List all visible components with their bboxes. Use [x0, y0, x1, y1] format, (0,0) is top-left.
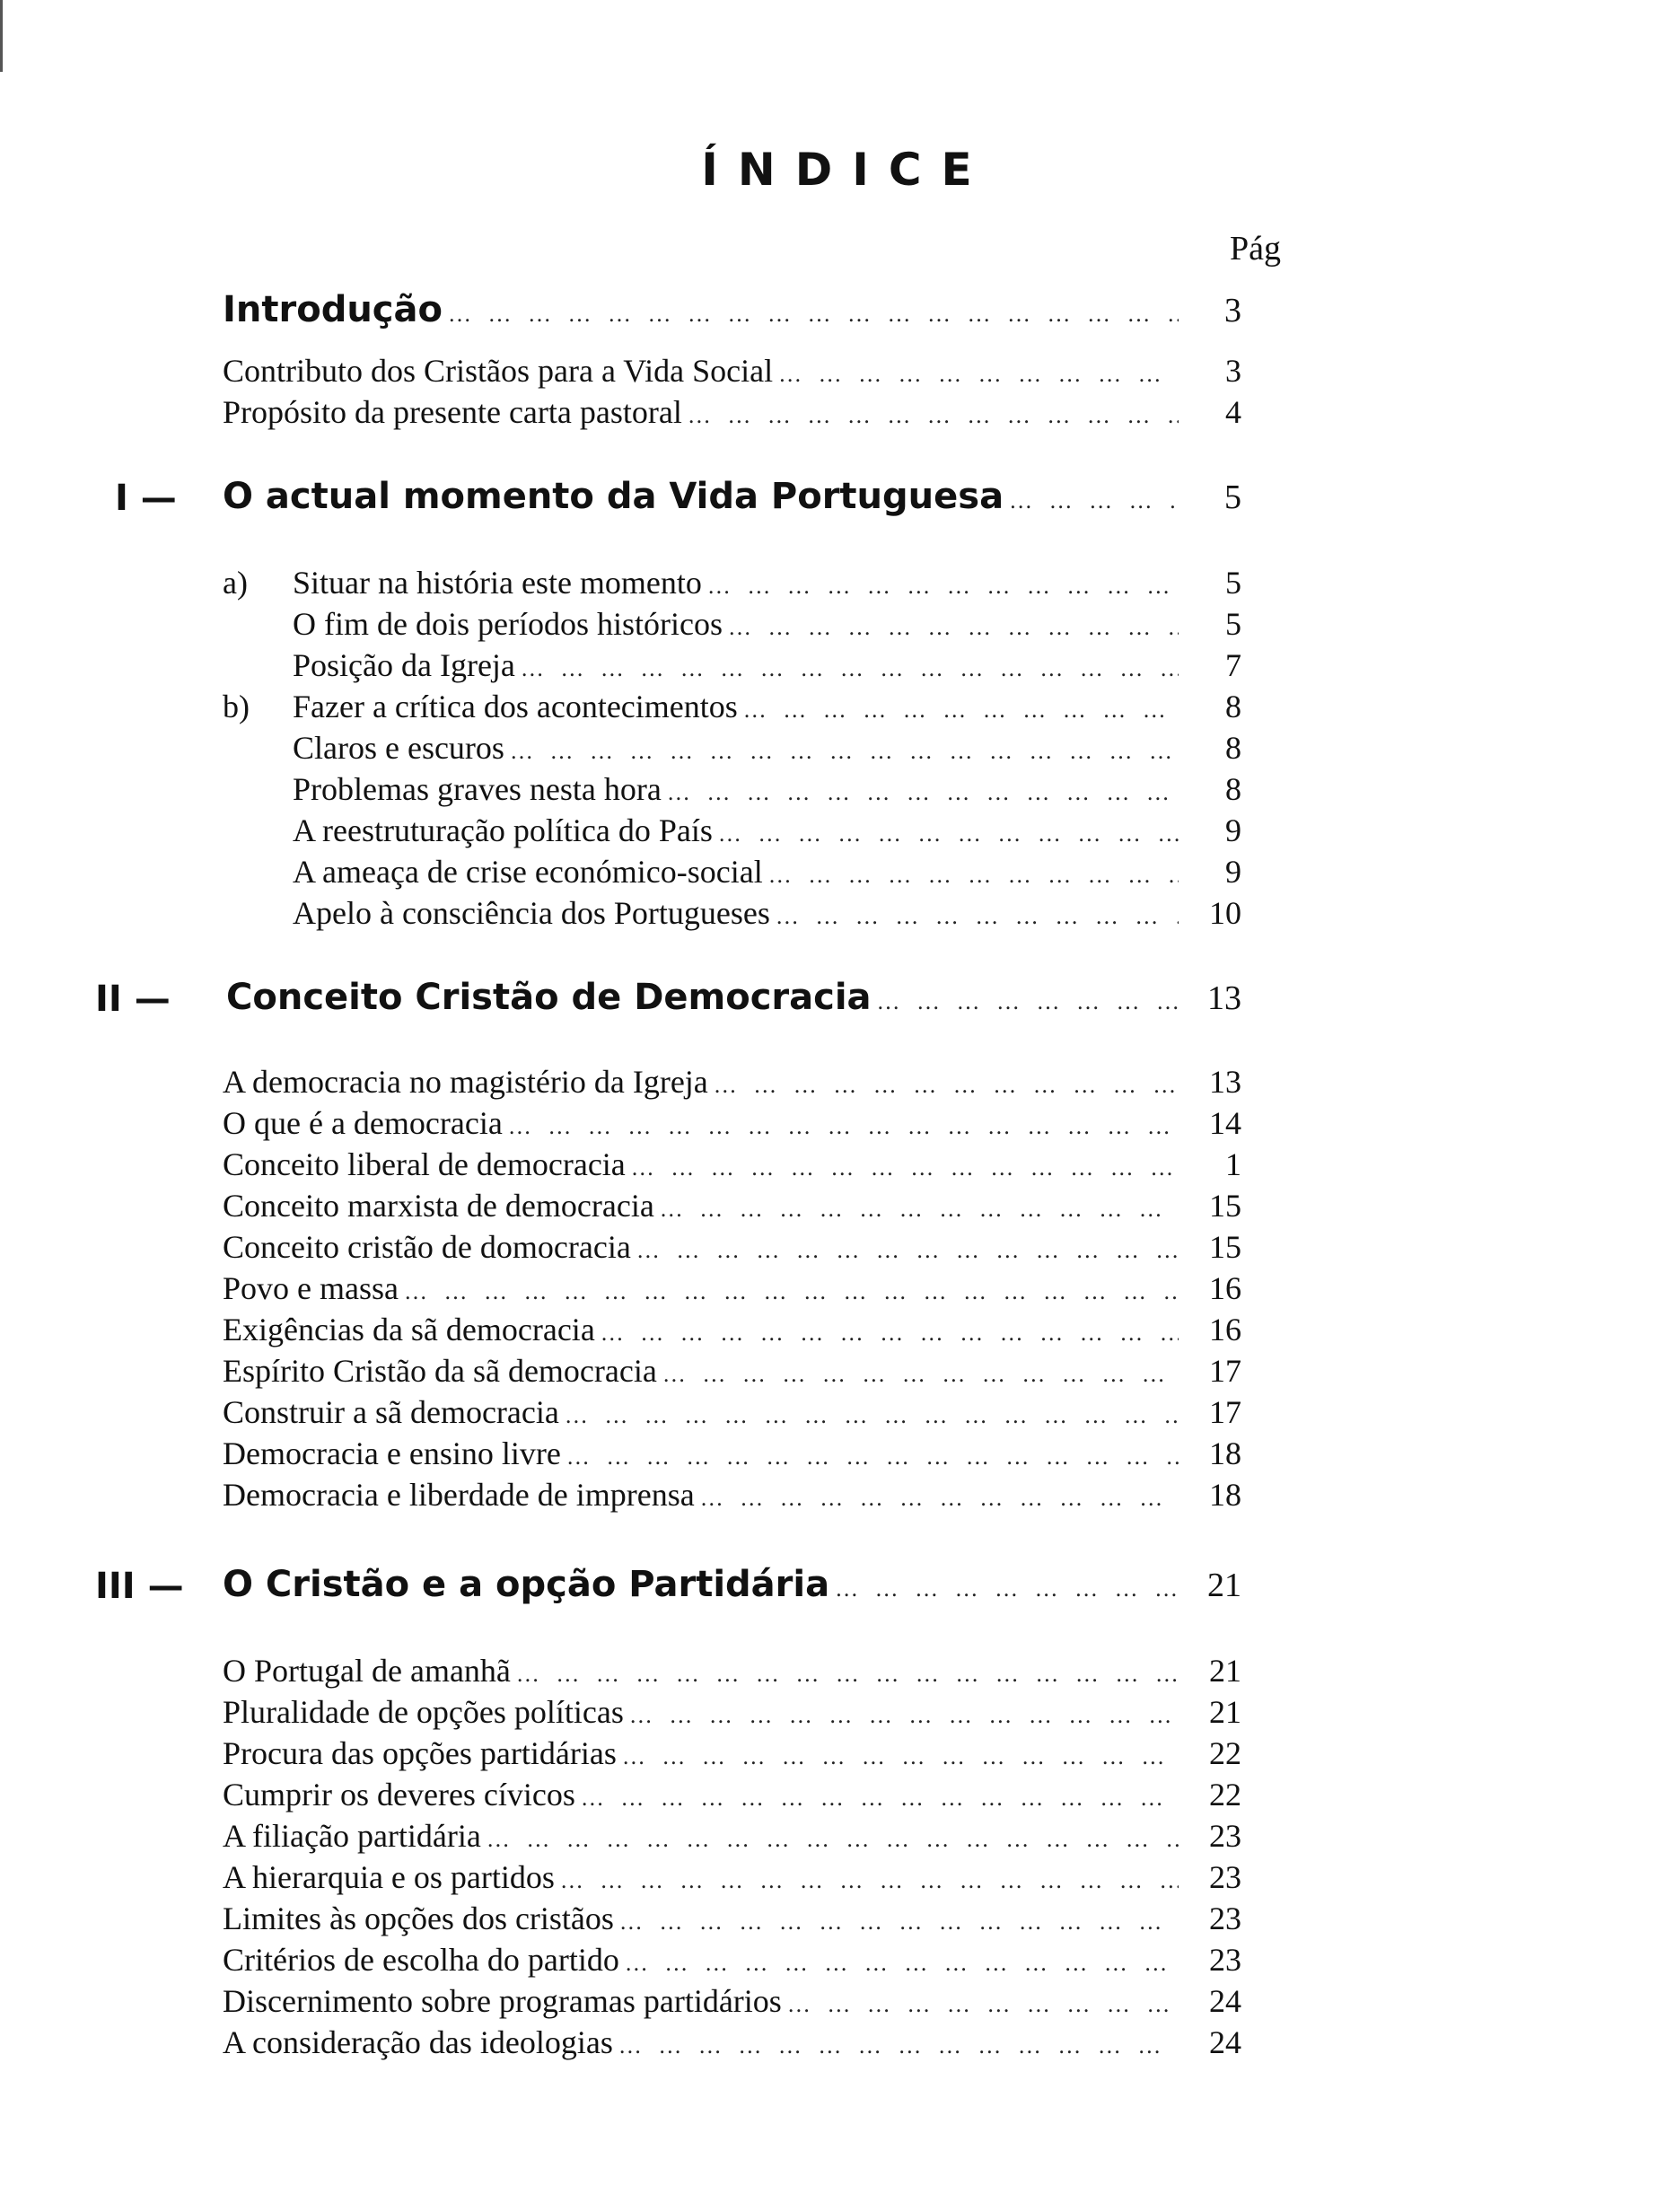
- toc-entry-label: Exigências da sã democracia: [223, 1312, 595, 1347]
- toc-entry-label: Apelo à consciência dos Portugueses: [293, 895, 770, 931]
- toc-entry[interactable]: [223, 1474, 1241, 1519]
- dot-leader: [601, 1312, 1179, 1354]
- toc-heading-label: Introdução: [223, 289, 443, 330]
- toc-page-number: 1: [1225, 1146, 1241, 1182]
- toc-page-number: 16: [1209, 1270, 1241, 1306]
- toc-entry[interactable]: [223, 1815, 1241, 1860]
- dot-leader: [778, 354, 1179, 395]
- toc-entry[interactable]: [223, 810, 1241, 855]
- dot-leader: [787, 1984, 1179, 2025]
- toc-page-number: 13: [1207, 979, 1241, 1017]
- dot-leader: [566, 1436, 1179, 1478]
- toc-entry-label: Pluralidade de opções políticas: [223, 1694, 624, 1730]
- dot-leader: [516, 1654, 1179, 1695]
- dot-leader: [700, 1478, 1179, 1519]
- toc-page-number: 23: [1209, 1942, 1241, 1978]
- toc-page-number: 21: [1209, 1694, 1241, 1730]
- dot-leader: [688, 395, 1179, 436]
- toc-page-number: 22: [1209, 1735, 1241, 1771]
- toc-entry[interactable]: [223, 892, 1241, 937]
- toc-entry[interactable]: [223, 1433, 1241, 1478]
- toc-entry-marker: b): [223, 689, 250, 724]
- toc-page-number: 4: [1225, 394, 1241, 430]
- toc-entry-label: A hierarquia e os partidos: [223, 1859, 555, 1895]
- dot-leader: [622, 1736, 1179, 1778]
- dot-leader: [718, 813, 1179, 855]
- toc-entry[interactable]: [223, 1898, 1241, 1943]
- dot-leader: [667, 772, 1179, 813]
- dot-leader: [768, 855, 1179, 896]
- toc-entry[interactable]: [223, 1391, 1241, 1436]
- toc-heading-section-2[interactable]: [226, 977, 1241, 1023]
- dot-leader: [662, 1354, 1179, 1395]
- toc-entry[interactable]: [223, 1144, 1241, 1189]
- toc-page-number: 15: [1209, 1229, 1241, 1265]
- toc-page-number: 8: [1225, 730, 1241, 766]
- toc-entry[interactable]: [223, 562, 1241, 607]
- toc-page-number: 24: [1209, 1983, 1241, 2019]
- toc-entry-label: A reestruturação política do País: [293, 812, 713, 848]
- toc-entry-label: Propósito da presente carta pastoral: [223, 394, 682, 430]
- dot-leader: [448, 294, 1179, 335]
- toc-entry-label: Fazer a crítica dos acontecimentos: [293, 689, 738, 724]
- toc-page-number: 22: [1209, 1777, 1241, 1813]
- dot-leader: [714, 1065, 1179, 1106]
- toc-entry[interactable]: [223, 391, 1241, 436]
- toc-entry-label: Discernimento sobre programas partidários: [223, 1983, 782, 2019]
- toc-entry-label: Contributo dos Cristãos para a Vida Social: [223, 353, 774, 389]
- dot-leader: [618, 2025, 1179, 2067]
- section-numeral: I —: [115, 478, 177, 519]
- toc-heading-section-3[interactable]: [223, 1564, 1241, 1610]
- toc-page-number: 15: [1209, 1188, 1241, 1224]
- toc-entry[interactable]: [223, 645, 1241, 689]
- toc-entry-label: Procura das opções partidárias: [223, 1735, 617, 1771]
- toc-page-number: 24: [1209, 2024, 1241, 2060]
- toc-entry[interactable]: [223, 1226, 1241, 1271]
- toc-entry-label: A ameaça de crise económico-social: [293, 854, 763, 890]
- toc-page-number: 21: [1209, 1653, 1241, 1689]
- toc-heading-section-1[interactable]: [223, 476, 1241, 522]
- toc-entry[interactable]: [223, 1185, 1241, 1230]
- toc-entry-marker: a): [223, 565, 248, 601]
- toc-entry-label: Conceito marxista de democracia: [223, 1188, 654, 1224]
- toc-heading-label: O actual momento da Vida Portuguesa: [223, 476, 1004, 517]
- dot-leader: [625, 1943, 1179, 1984]
- toc-entry-label: A consideração das ideologias: [223, 2024, 613, 2060]
- dot-leader: [560, 1860, 1179, 1901]
- toc-page-number: 23: [1209, 1859, 1241, 1895]
- dot-leader: [404, 1271, 1179, 1312]
- toc-entry-label: Espírito Cristão da sã democracia: [223, 1353, 657, 1389]
- toc-entry-label: Conceito liberal de democracia: [223, 1146, 626, 1182]
- toc-page-number: 9: [1225, 854, 1241, 890]
- toc-entry-label: O fim de dois períodos históricos: [293, 606, 723, 642]
- toc-entry-label: Democracia e liberdade de imprensa: [223, 1477, 695, 1513]
- toc-entry[interactable]: [223, 603, 1241, 648]
- toc-entry-label: Democracia e ensino livre: [223, 1435, 561, 1471]
- toc-entry[interactable]: [223, 350, 1241, 395]
- section-numeral: III —: [95, 1566, 184, 1607]
- toc-page-number: 7: [1225, 647, 1241, 683]
- toc-heading-label: Conceito Cristão de Democracia: [226, 977, 872, 1018]
- toc-entry[interactable]: [223, 1691, 1241, 1736]
- toc-page-number: 18: [1209, 1435, 1241, 1471]
- toc-page-number: 8: [1225, 689, 1241, 724]
- toc-page-number: 23: [1209, 1818, 1241, 1854]
- dot-leader: [728, 607, 1179, 648]
- toc-page-number: 13: [1209, 1064, 1241, 1100]
- section-numeral: II —: [95, 979, 171, 1020]
- toc-entry-label: Claros e escuros: [293, 730, 504, 766]
- dot-leader: [707, 566, 1179, 607]
- toc-entry[interactable]: [223, 1102, 1241, 1147]
- dot-leader: [581, 1778, 1179, 1819]
- page-title: ÍNDICE: [701, 144, 992, 196]
- dot-leader: [521, 648, 1179, 689]
- dot-leader: [487, 1819, 1179, 1860]
- dot-leader: [508, 1106, 1179, 1147]
- toc-page-number: 9: [1225, 812, 1241, 848]
- toc-entry[interactable]: [223, 686, 1241, 731]
- dot-leader: [631, 1147, 1179, 1189]
- toc-entry[interactable]: [223, 1309, 1241, 1354]
- toc-entry[interactable]: [223, 1268, 1241, 1312]
- toc-entry[interactable]: [223, 1733, 1241, 1778]
- toc-entry-label: O Portugal de amanhã: [223, 1653, 511, 1689]
- dot-leader: [636, 1230, 1179, 1271]
- toc-entry-label: Cumprir os deveres cívicos: [223, 1777, 575, 1813]
- toc-entry-label: Problemas graves nesta hora: [293, 771, 662, 807]
- toc-entry-label: Limites às opções dos cristãos: [223, 1900, 614, 1936]
- toc-entry[interactable]: [223, 768, 1241, 813]
- toc-page-number: 18: [1209, 1477, 1241, 1513]
- toc-entry[interactable]: [223, 1856, 1241, 1901]
- dot-leader: [510, 731, 1179, 772]
- toc-heading-label: O Cristão e a opção Partidária: [223, 1564, 830, 1605]
- toc-page-number: 16: [1209, 1312, 1241, 1347]
- toc-page-number: 8: [1225, 771, 1241, 807]
- toc-entry[interactable]: [223, 851, 1241, 896]
- toc-entry-label: Situar na história este momento: [293, 565, 702, 601]
- toc-page-number: 10: [1209, 895, 1241, 931]
- toc-entry[interactable]: [223, 2022, 1241, 2067]
- dot-leader: [877, 981, 1179, 1023]
- toc-entry-label: A democracia no magistério da Igreja: [223, 1064, 708, 1100]
- dot-leader: [660, 1189, 1179, 1230]
- dot-leader: [776, 896, 1179, 937]
- toc-entry-label: Povo e massa: [223, 1270, 399, 1306]
- toc-heading-intro[interactable]: [223, 289, 1241, 335]
- toc-entry-label: Critérios de escolha do partido: [223, 1942, 619, 1978]
- toc-page-number: 17: [1209, 1394, 1241, 1430]
- toc-entry-label: Posição da Igreja: [293, 647, 515, 683]
- toc-page-number: 3: [1225, 353, 1241, 389]
- toc-entry-label: O que é a democracia: [223, 1105, 503, 1141]
- toc-entry-label: A filiação partidária: [223, 1818, 481, 1854]
- toc-page-number: 21: [1207, 1567, 1241, 1604]
- toc-page-number: 5: [1225, 606, 1241, 642]
- toc-page-number: 17: [1209, 1353, 1241, 1389]
- toc-entry-label: Conceito cristão de domocracia: [223, 1229, 631, 1265]
- dot-leader: [565, 1395, 1179, 1436]
- toc-entry[interactable]: [223, 1350, 1241, 1395]
- dot-leader: [743, 689, 1179, 731]
- toc-page-number: 3: [1224, 292, 1241, 329]
- dot-leader: [1009, 480, 1179, 522]
- toc-entry[interactable]: [223, 1650, 1241, 1695]
- toc-entry[interactable]: [223, 1939, 1241, 1984]
- toc-entry[interactable]: [223, 1774, 1241, 1819]
- dot-leader: [619, 1901, 1179, 1943]
- toc-entry-label: Construir a sã democracia: [223, 1394, 559, 1430]
- page-column-label: Pág: [1230, 230, 1281, 268]
- toc-entry[interactable]: [223, 727, 1241, 772]
- toc-entry[interactable]: [223, 1061, 1241, 1106]
- dot-leader: [629, 1695, 1179, 1736]
- toc-page-number: 5: [1224, 478, 1241, 516]
- toc-page-number: 14: [1209, 1105, 1241, 1141]
- dot-leader: [835, 1568, 1179, 1610]
- toc-page-number: 23: [1209, 1900, 1241, 1936]
- toc-entry[interactable]: [223, 1980, 1241, 2025]
- toc-page-number: 5: [1225, 565, 1241, 601]
